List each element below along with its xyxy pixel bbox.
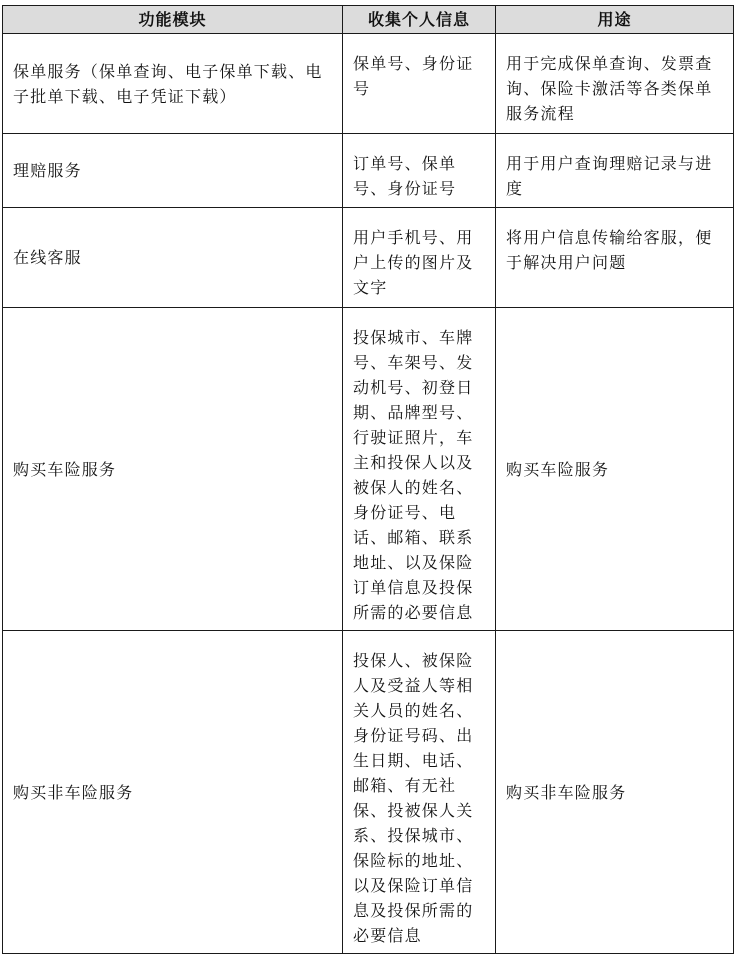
info-cell: 用户手机号、用户上传的图片及文字	[343, 208, 496, 308]
info-cell: 投保人、被保险人及受益人等相关人员的姓名、身份证号码、出生日期、电话、邮箱、有无社保、投被保人关系、投保城市、保险标的地址、以及保险订单信息及投保所需的必要信息	[343, 631, 496, 954]
module-cell: 理赔服务	[3, 134, 343, 208]
info-cell: 保单号、身份证号	[343, 34, 496, 134]
module-cell: 在线客服	[3, 208, 343, 308]
module-cell: 购买非车险服务	[3, 631, 343, 954]
purpose-cell: 购买车险服务	[496, 308, 734, 631]
table-row	[3, 208, 734, 308]
purpose-cell: 购买非车险服务	[496, 631, 734, 954]
table-row	[3, 308, 734, 631]
info-cell: 投保城市、车牌号、车架号、发动机号、初登日期、品牌型号、行驶证照片，车主和投保人以及被保人的姓名、身份证号、电话、邮箱、联系地址、以及保险订单信息及投保所需的必要信息	[343, 308, 496, 631]
header-purpose: 用途	[496, 6, 734, 34]
module-cell: 购买车险服务	[3, 308, 343, 631]
purpose-cell: 用于完成保单查询、发票查询、保险卡激活等各类保单服务流程	[496, 34, 734, 134]
header-module: 功能模块	[3, 6, 343, 34]
header-personal-info: 收集个人信息	[343, 6, 496, 34]
table-row	[3, 34, 734, 134]
purpose-cell: 用于用户查询理赔记录与进度	[496, 134, 734, 208]
info-cell: 订单号、保单号、身份证号	[343, 134, 496, 208]
header-row	[3, 6, 734, 34]
table-row	[3, 631, 734, 954]
module-cell: 保单服务（保单查询、电子保单下载、电子批单下载、电子凭证下载）	[3, 34, 343, 134]
purpose-cell: 将用户信息传输给客服，便于解决用户问题	[496, 208, 734, 308]
table-row	[3, 134, 734, 208]
personal-info-table	[2, 5, 734, 954]
